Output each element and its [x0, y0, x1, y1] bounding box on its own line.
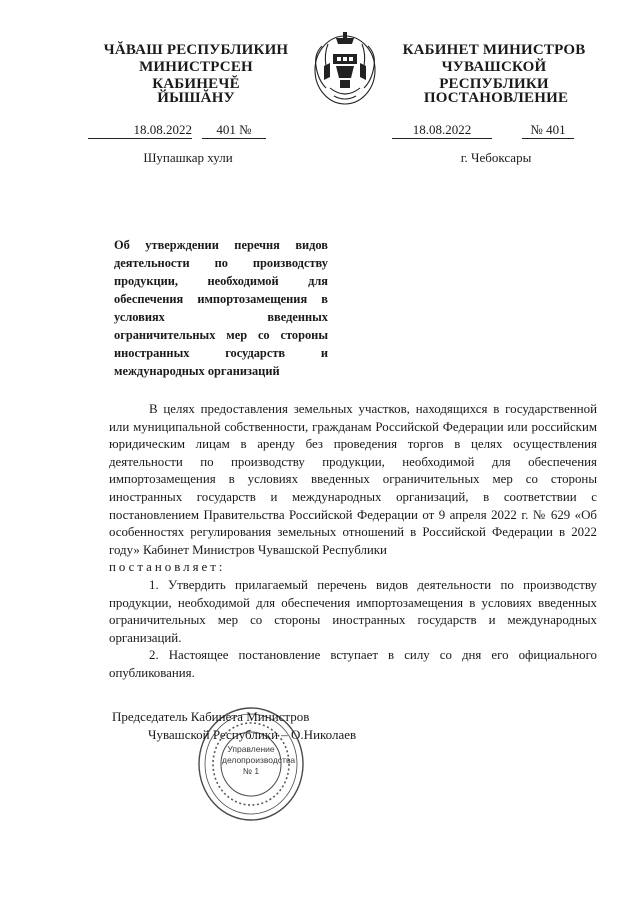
stamp-inner-number: № 1 [242, 766, 260, 776]
signature-name: – О.Николаев [281, 727, 357, 742]
stamp-inner-line2: делопроизводства [222, 755, 296, 765]
stamp-inner-line1: Управление [227, 744, 275, 754]
header-left-line2: МИНИСТРСЕН КАБИНЕЧĔ [139, 59, 253, 92]
header-right-line1: КАБИНЕТ МИНИСТРОВ [402, 42, 586, 58]
header-left-doc-type: ЙЫШĂНУ [157, 90, 235, 106]
header-left-org [96, 42, 296, 93]
body-intro: В целях предоставления земельных участков, находящихся в государственной или муниципальной собственности, гражданам Российской Федерации или российским юридическим лицам в аренду без проведения торгов в целях осуществления деятельности по производству продукции, необходимой для обеспечения импортозамещения в условиях введенных ограничительных мер со стороны иностранных государств и международных организаций, в соответствии с постановлением Правительства Российской Федерации от 9 апреля 2022 г. № 629 «Об особенностях регулирования земельных отношений в Российской Федерации в 2022 году» Кабинет Министров Чувашской Республики [109, 402, 597, 557]
coat-of-arms-icon [300, 26, 390, 110]
body-item-2: 2. Настоящее постановление вступает в силу со дня его официального опубликования. [109, 648, 597, 680]
header-left-number: 401 № [202, 122, 266, 139]
body-decree-word: постановляет: [109, 560, 226, 575]
header-right-doc-type: ПОСТАНОВЛЕНИЕ [423, 90, 569, 106]
header-right-org [388, 42, 600, 93]
signature-position-2 [148, 726, 356, 744]
document-title: Об утверждении перечня видов деятельности по производству продукции, необходимой для обеспечения импортозамещения в условиях введенных ограничительных мер со стороны иностранных государств и международных организаций [114, 238, 328, 378]
signature-line2: Чувашской Республики [148, 727, 279, 742]
document-body [109, 401, 597, 683]
header-right-date: 18.08.2022 [392, 122, 492, 139]
header-left-place: Шупашкар хули [143, 150, 233, 165]
stamp-inner-text [222, 744, 296, 777]
body-item-1: 1. Утвердить прилагаемый перечень видов деятельности по производству продукции, необходимой для обеспечения импортозамещения в условиях введенных ограничительных мер со стороны иностранных государств и международных организаций. [109, 577, 597, 645]
emblem [300, 26, 390, 110]
header-right-place: г. Чебоксары [460, 150, 532, 165]
header-right-line2: ЧУВАШСКОЙ РЕСПУБЛИКИ [439, 59, 549, 92]
header-left-line1: ЧĂВАШ РЕСПУБЛИКИН [103, 42, 289, 58]
signature-position [112, 708, 309, 726]
signature-line1: Председатель Кабинета Министров [112, 709, 310, 724]
header-left-date: 18.08.2022 [88, 122, 192, 139]
header-right-number: № 401 [522, 122, 574, 139]
